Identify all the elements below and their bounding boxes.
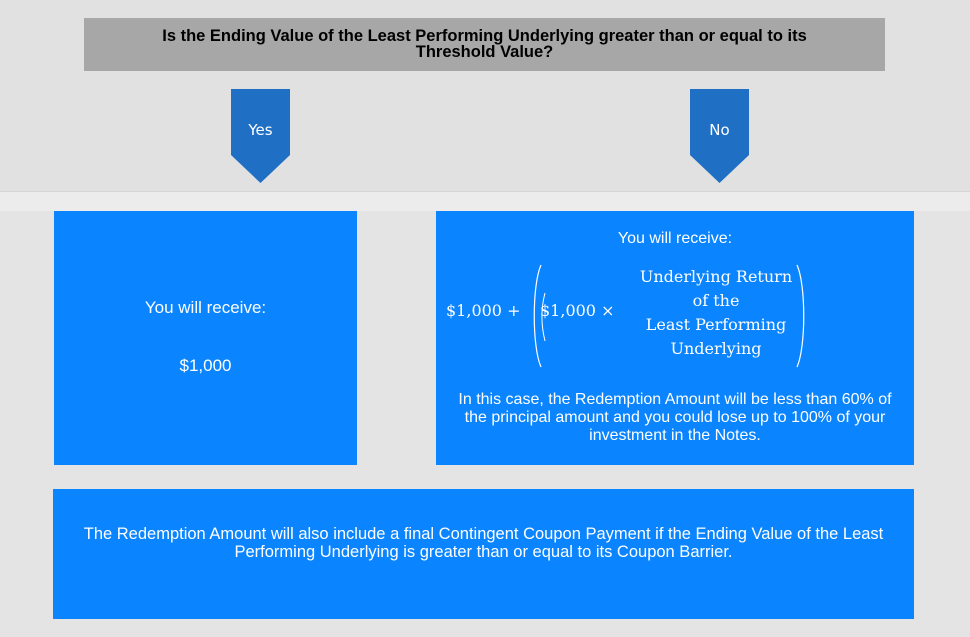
fraction-line-1: Underlying Return	[639, 267, 793, 286]
formula-fraction	[622, 265, 810, 361]
yes-label: Yes	[248, 121, 273, 139]
formula-principal: $1,000 ×	[540, 301, 615, 320]
no-outcome-box	[436, 211, 914, 465]
question-text: Is the Ending Value of the Least Performing Underlying greater than or equal to its Threshold Value?	[162, 26, 807, 61]
no-label: No	[709, 121, 730, 139]
yes-outcome-box	[54, 211, 357, 465]
question-box	[84, 18, 885, 71]
loss-warning-text: In this case, the Redemption Amount will be less than 60% of the principal amount and you could lose up to 100% of your investment in the Notes.	[458, 391, 892, 444]
formula-right-paren	[794, 263, 810, 369]
coupon-note-box	[53, 489, 914, 619]
fraction-line-2: of the	[692, 291, 740, 310]
payout-formula	[436, 261, 914, 381]
coupon-note-text: The Redemption Amount will also include a final Contingent Coupon Payment if the Ending Value of the Least Performing Underlying is greater than or equal to its Coupon Barrier.	[83, 525, 884, 561]
no-arrow	[690, 89, 749, 183]
formula-base-amount: $1,000 +	[446, 301, 521, 320]
fraction-line-3: Least Performing	[645, 315, 787, 334]
yes-receive-text: You will receive:	[144, 298, 267, 317]
fraction-line-4: Underlying	[670, 339, 762, 358]
yes-amount: $1,000	[179, 356, 232, 375]
no-receive-text: You will receive:	[617, 230, 733, 247]
band-separator	[0, 191, 970, 212]
yes-arrow	[231, 89, 290, 183]
